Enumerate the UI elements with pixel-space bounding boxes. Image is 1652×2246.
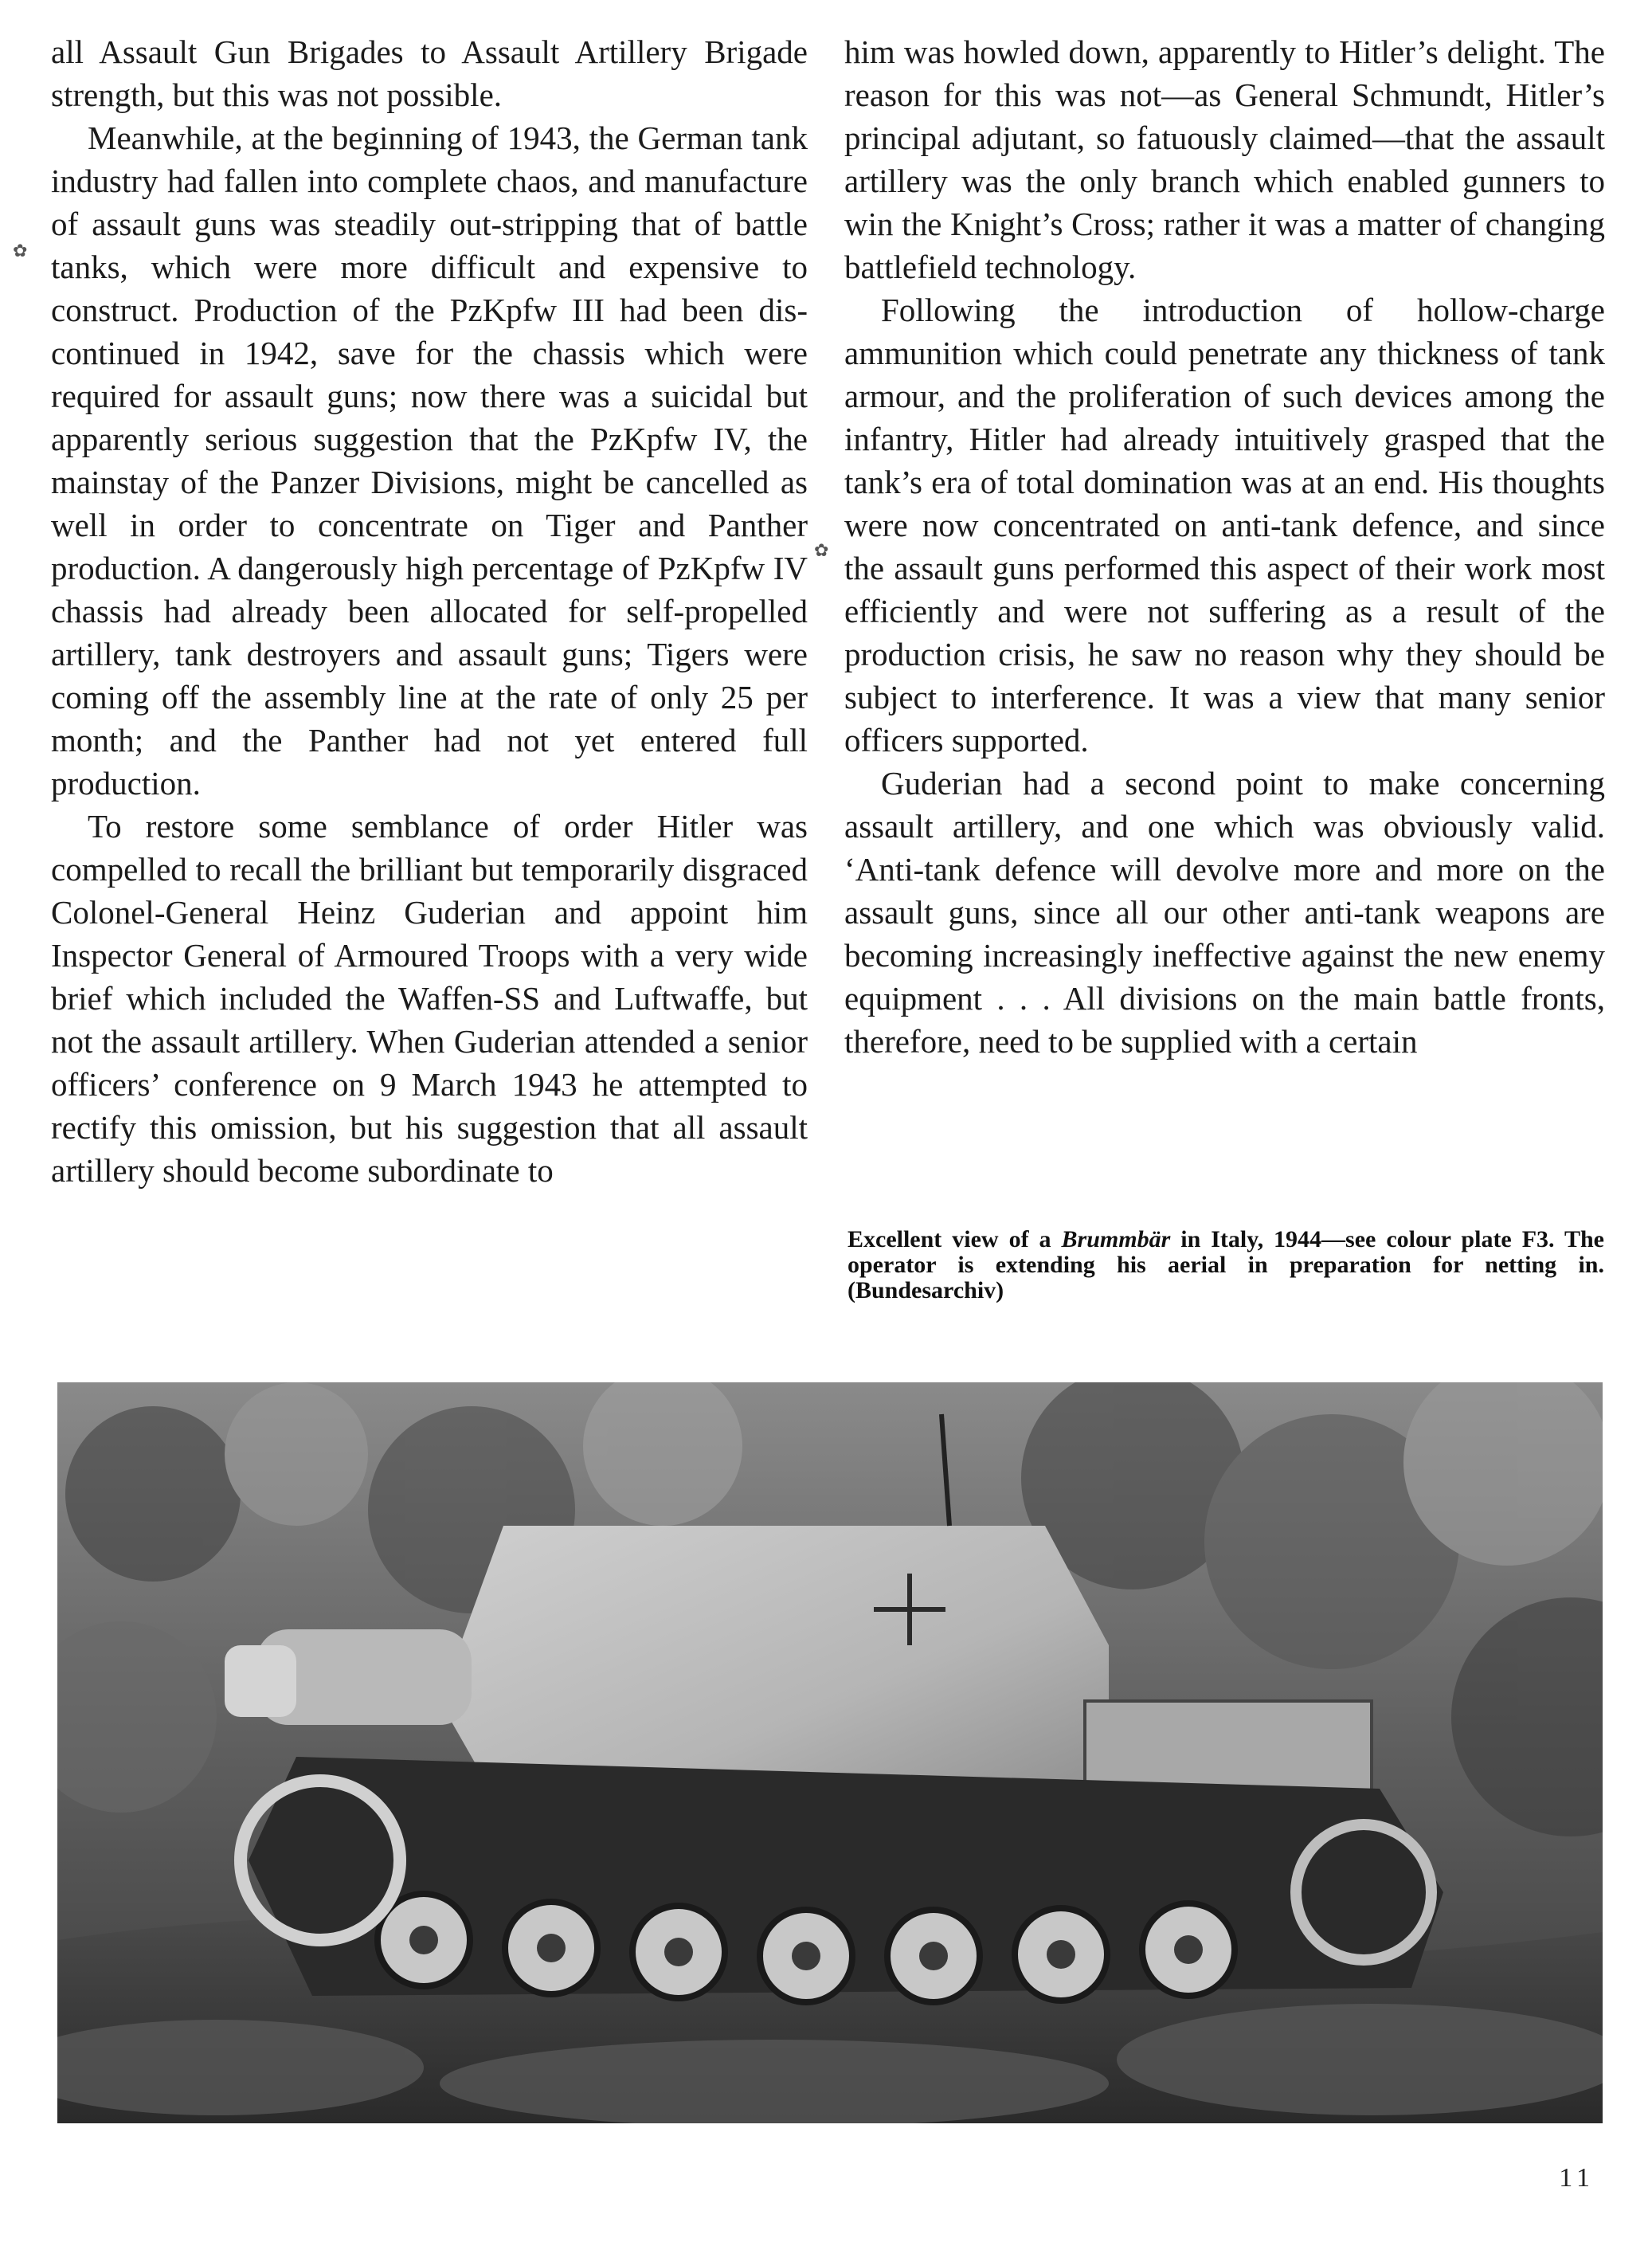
margin-mark-icon: ✿	[13, 241, 28, 261]
caption-suffix: in Italy, 1944—see colour plate F3. The operator is extending his aerial in preparation for netting in. (Bundesarchiv)	[848, 1226, 1604, 1303]
caption-vehicle-name: Brummbär	[1061, 1226, 1171, 1252]
gun-barrel	[225, 1645, 296, 1717]
right-text-column	[844, 30, 1605, 1063]
caption-prefix: Excellent view of a	[848, 1226, 1062, 1252]
right-paragraph-1: him was howled down, apparently to Hitler’s delight. The reason for this was not—as General Schmundt, Hitler’s principal adjutant, so fatuously claimed—that the assault artillery was the only branch which enabled gunners to win the Knight’s Cross; rather it was a matter of changing battlefield technology.	[844, 33, 1605, 285]
left-paragraph-1: all Assault Gun Brigades to Assault Artillery Brigade strength, but this was not possible.	[51, 33, 808, 113]
brummbar-photo	[57, 1382, 1603, 2123]
right-paragraph-3: Guderian had a second point to make concerning assault artillery, and one which was obviously valid. ‘Anti-tank defence will devolve more and more on the assault guns, since all our other anti-tank weapons are becoming increasingly ineffective against the new enemy equipment . . . All divisions on the main battle fronts, therefore, need to be supplied with a certain	[844, 765, 1605, 1060]
left-text-column	[51, 30, 808, 1192]
page-number: 11	[1559, 2163, 1595, 2193]
margin-mark-icon: ✿	[814, 540, 829, 560]
photo-caption	[848, 1227, 1604, 1303]
right-paragraph-2: Following the introduction of hollow-charge ammunition which could penetrate any thickness of tank armour, and the proliferation of such devices among the infantry, Hitler had already intuitively grasped that the tank’s era of total domination was at an end. His thoughts were now concentrated on anti-tank defence, and since the assault guns performed this aspect of their work most efficiently and were not suffering as a result of the production crisis, he saw no reason why they should be subject to interference. It was a view that many senior officers supported.	[844, 292, 1605, 758]
brummbar-photo-illustration	[57, 1382, 1603, 2123]
left-paragraph-3: To restore some semblance of order Hitler was compelled to recall the brilliant but temporarily disgraced Colonel-General Heinz Guderian and appoint him Inspector General of Armoured Troops with a very wide brief which included the Waffen-SS and Luftwaffe, but not the assault artillery. When Guderian attended a senior officers’ conference on 9 March 1943 he attempted to rectify this omission, but his suggestion that all assault artillery should become subordinate to	[51, 808, 808, 1189]
left-paragraph-2: Meanwhile, at the beginning of 1943, the German tank industry had fallen into complete chaos, and manufacture of assault guns was steadily out-stripping that of battle tanks, which were more difficult and expensive to construct. Production of the PzKpfw III had been discontinued in 1942, save for the chassis which were required for assault guns; now there was a suicidal but apparently serious suggestion that the PzKpfw IV, the mainstay of the Panzer Divisions, might be cancelled as well in order to concentrate on Tiger and Panther production. A dangerously high percentage of PzKpfw IV chassis had already been allocated for self-propelled artillery, tank destroyers and assault guns; Tigers were coming off the assembly line at the rate of only 25 per month; and the Panther had not yet entered full production.	[51, 120, 808, 802]
